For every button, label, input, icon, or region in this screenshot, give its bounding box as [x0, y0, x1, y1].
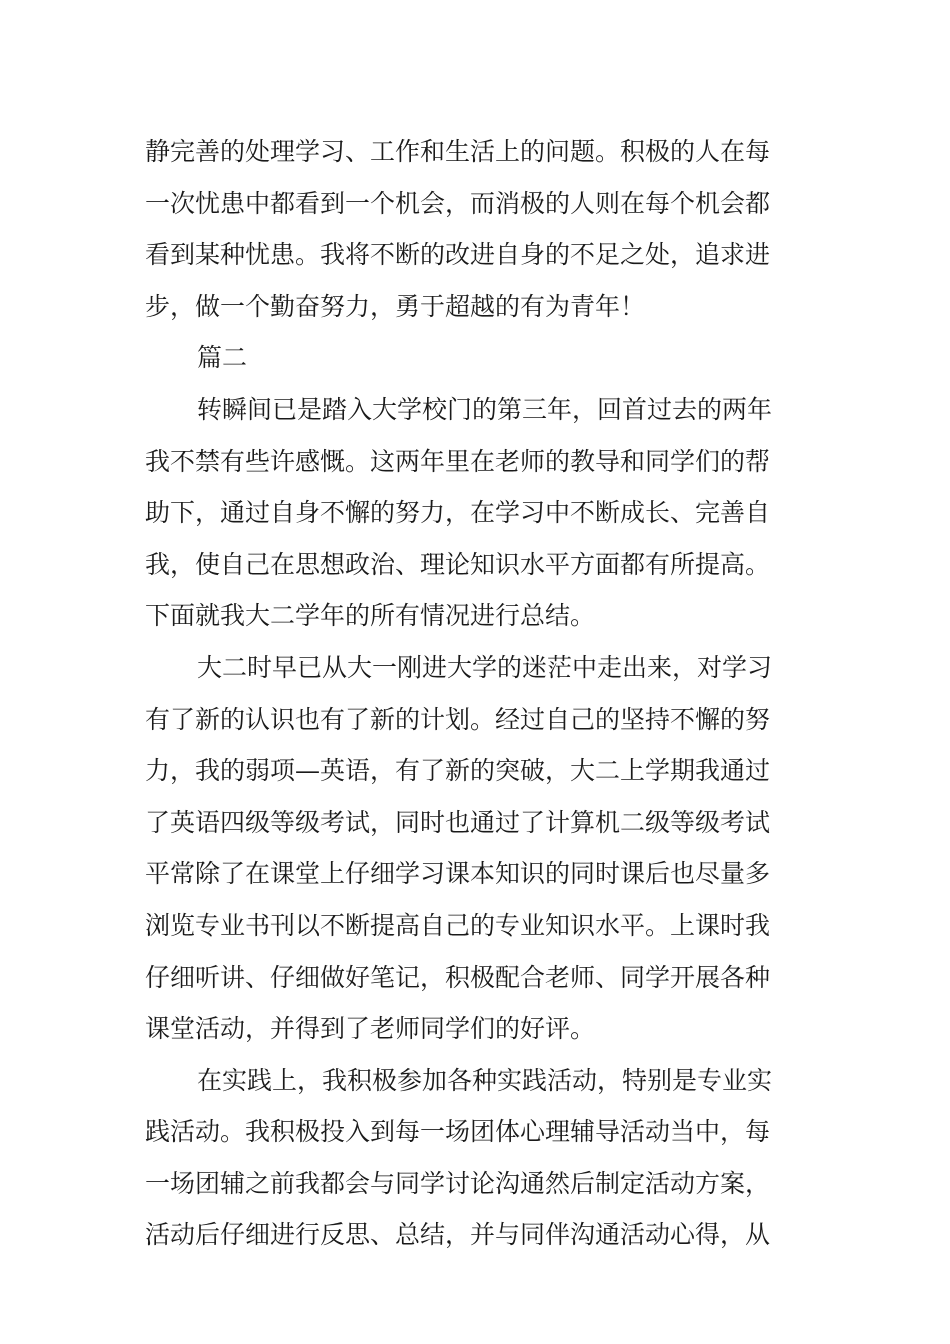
- paragraph-study: [145, 642, 807, 1055]
- text-line: 转瞬间已是踏入大学校门的第三年，回首过去的两年: [197, 394, 773, 424]
- text-line: 大二时早已从大一刚进大学的迷茫中走出来，对学习: [197, 652, 773, 682]
- text-line: 了英语四级等级考试，同时也通过了计算机二级等级考试: [145, 807, 771, 837]
- paragraph-continuation: [145, 126, 807, 332]
- text-line: 课堂活动，并得到了老师同学们的好评。: [145, 1014, 596, 1044]
- text-line: 有了新的认识也有了新的计划。经过自己的坚持不懈的努: [145, 704, 771, 734]
- text-line: 一次忧患中都看到一个机会，而消极的人则在每个机会都: [145, 188, 771, 218]
- text-line: 看到某种忧患。我将不断的改进自身的不足之处，追求进: [145, 240, 771, 270]
- text-line: 平常除了在课堂上仔细学习课本知识的同时课后也尽量多: [145, 859, 771, 889]
- text-line: 活动后仔细进行反思、总结，并与同伴沟通活动心得，从: [145, 1220, 771, 1250]
- text-line: 浏览专业书刊以不断提高自己的专业知识水平。上课时我: [145, 910, 771, 940]
- text-line: 我，使自己在思想政治、理论知识水平方面都有所提高。: [145, 549, 771, 579]
- text-line: 下面就我大二学年的所有情况进行总结。: [145, 601, 596, 631]
- section-heading-text: 篇二: [197, 343, 248, 373]
- text-line: 我不禁有些许感慨。这两年里在老师的教导和同学们的帮: [145, 446, 771, 476]
- text-line: 仔细听讲、仔细做好笔记，积极配合老师、同学开展各种: [145, 962, 771, 992]
- paragraph-practice: [145, 1055, 807, 1261]
- section-heading: [145, 332, 807, 384]
- document-body: [145, 126, 807, 1261]
- text-line: 在实践上，我积极参加各种实践活动，特别是专业实: [197, 1065, 773, 1095]
- text-line: 力，我的弱项—英语，有了新的突破，大二上学期我通过: [145, 756, 771, 786]
- text-line: 一场团辅之前我都会与同学讨论沟通然后制定活动方案，: [145, 1168, 771, 1198]
- text-line: 践活动。我积极投入到每一场团体心理辅导活动当中，每: [145, 1117, 771, 1147]
- text-line: 助下，通过自身不懈的努力，在学习中不断成长、完善自: [145, 498, 771, 528]
- text-line: 静完善的处理学习、工作和生活上的问题。积极的人在每: [145, 137, 771, 166]
- text-line: 步，做一个勤奋努力，勇于超越的有为青年！: [145, 291, 646, 321]
- paragraph-intro: [145, 384, 807, 642]
